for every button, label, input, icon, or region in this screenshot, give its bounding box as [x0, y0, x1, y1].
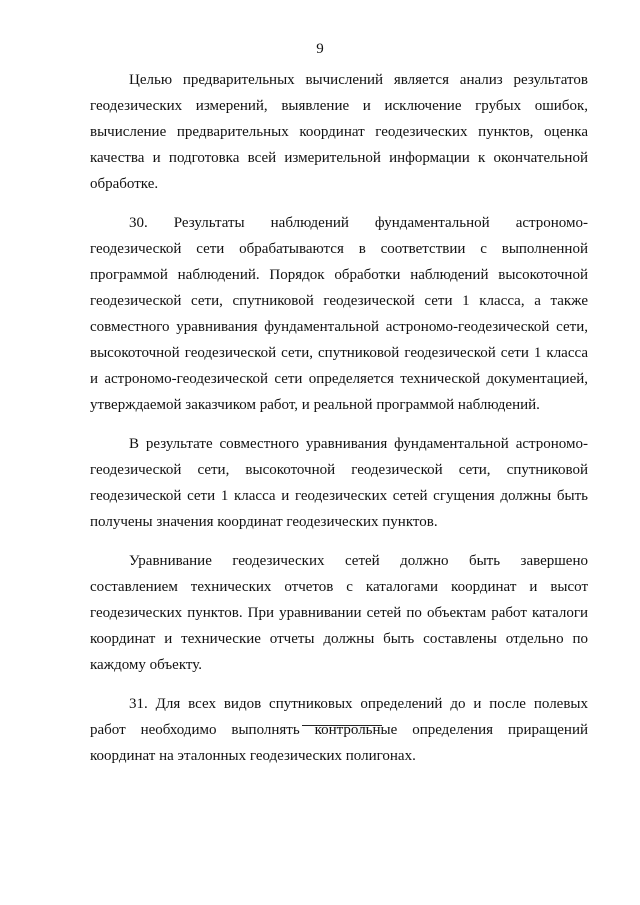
paragraph-item-30: 30. Результаты наблюдений фундаментальной астрономо-геодезической сети обрабатываются в соответствии с выполненной программой наблюдений. Порядок обработки наблюдений высокоточной геодезической сети, спутниковой геодезической сети 1 класса, а также совместного уравнивания фундаментальной астрономо-геодезической сети, высокоточной геодезической сети, спутниковой геодезической сети 1 класса и астрономо-геодезической сети определяется технической документацией, утверждаемой заказчиком работ, и реальной программой наблюдений.: [90, 215, 588, 413]
page-number: 9: [316, 41, 324, 57]
paragraph-preliminary-calculations: Целью предварительных вычислений является анализ результатов геодезических измерений, выявление и исключение грубых ошибок, вычисление предварительных координат геодезических пунктов, оценка качества и подготовка всей измерительной информации к окончательной обработке.: [90, 72, 588, 192]
document-body: [90, 67, 588, 769]
paragraph-item-31: 31. Для всех видов спутниковых определений до и после полевых работ необходимо выполнять контрольные определения приращений координат на эталонных геодезических полигонах.: [90, 696, 588, 764]
end-separator-line: [302, 725, 382, 726]
paragraph-joint-adjustment-result: В результате совместного уравнивания фундаментальной астрономо-геодезической сети, высокоточной геодезической сети, спутниковой геодезической сети 1 класса и геодезических сетей сгущения должны быть получены значения координат геодезических пунктов.: [90, 436, 588, 530]
paragraph-adjustment-reports: Уравнивание геодезических сетей должно быть завершено составлением технических отчетов с каталогами координат и высот геодезических пунктов. При уравнивании сетей по объектам работ каталоги координат и технические отчеты должны быть составлены отдельно по каждому объекту.: [90, 553, 588, 673]
